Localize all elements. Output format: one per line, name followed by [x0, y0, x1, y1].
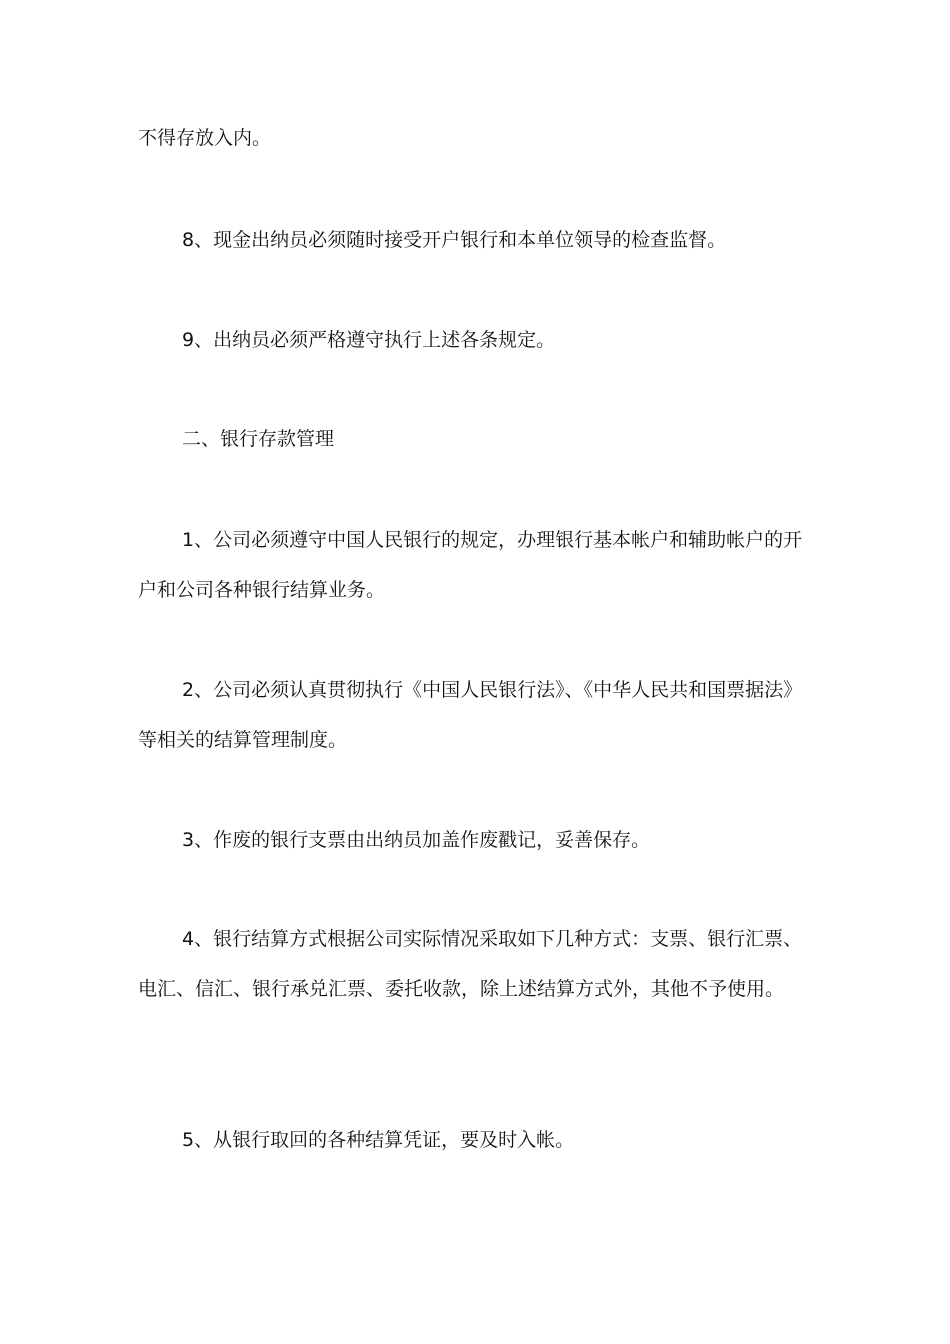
paragraph-item-8: 8、现金出纳员必须随时接受开户银行和本单位领导的检查监督。 — [182, 229, 727, 251]
paragraph-continuation: 不得存放入内。 — [138, 127, 272, 149]
section-heading-bank-deposit: 二、银行存款管理 — [182, 428, 335, 450]
paragraph-item-5: 5、从银行取回的各种结算凭证，要及时入帐。 — [182, 1129, 575, 1151]
paragraph-item-9: 9、出纳员必须严格遵守执行上述各条规定。 — [182, 329, 556, 351]
paragraph-item-4: 4、银行结算方式根据公司实际情况采取如下几种方式：支票、银行汇票、电汇、信汇、银行承兑汇票、委托收款，除上述结算方式外，其他不予使用。 — [138, 928, 803, 1000]
paragraph-item-3: 3、作废的银行支票由出纳员加盖作废戳记，妥善保存。 — [182, 829, 651, 851]
paragraph-item-1: 1、公司必须遵守中国人民银行的规定，办理银行基本帐户和辅助帐户的开户和公司各种银行结算业务。 — [138, 529, 803, 601]
paragraph-item-2: 2、公司必须认真贯彻执行《中国人民银行法》、《中华人民共和国票据法》等相关的结算管理制度。 — [138, 679, 803, 751]
